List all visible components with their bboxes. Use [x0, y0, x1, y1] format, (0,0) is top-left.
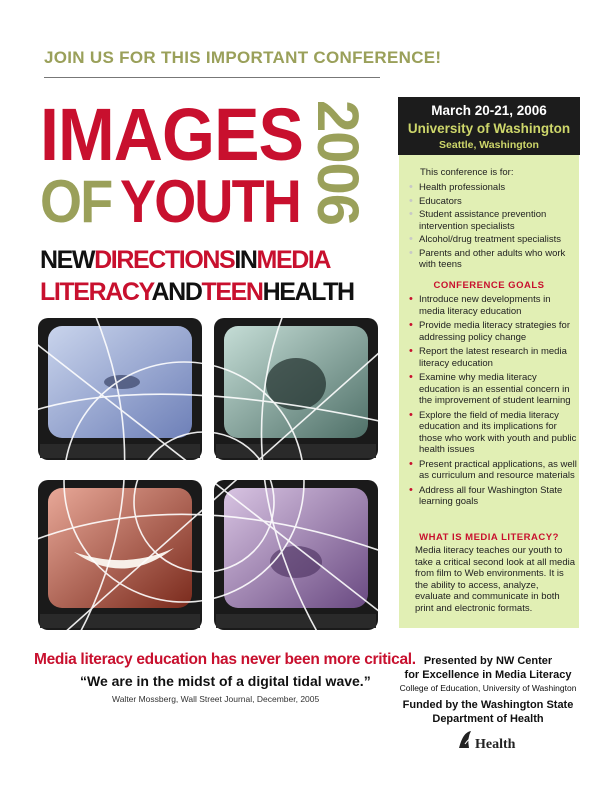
presented-by-line-2: for Excellence in Media Literacy: [404, 669, 572, 681]
quote-source: Walter Mossberg, Wall Street Journal, December, 2005: [112, 694, 320, 704]
title-youth: YOUTH: [120, 168, 300, 235]
subtitle-line-1: [40, 248, 330, 273]
subtitle-health: HEALTH: [262, 278, 354, 306]
list-item: • Examine why media literacy education is an essential concern in the improvement of student learning: [409, 372, 577, 407]
funded-by-line-2: Department of Health: [432, 713, 544, 725]
subtitle-teen: TEEN: [201, 278, 263, 306]
event-university: University of Washington: [407, 121, 571, 136]
list-item: • Introduce new developments in media literacy education: [409, 294, 577, 317]
event-city: Seattle, Washington: [439, 139, 539, 151]
divider-rule: [44, 77, 380, 78]
tv-collage-image: [34, 312, 380, 644]
goals-list: [409, 294, 577, 511]
media-literacy-text: Media literacy teaches our youth to take a critical second look at all media from film to Web environments. It is the ability to access, analyze, evaluate and communicate in both print and electronic formats.: [415, 545, 575, 614]
subtitle-line-2: [40, 280, 354, 305]
subtitle-literacy: LITERACY: [40, 278, 152, 306]
title-year: 2006: [305, 100, 370, 226]
subtitle-in: IN: [234, 246, 257, 274]
list-item: • Provide media literacy strategies for addressing policy change: [409, 320, 577, 343]
audience-list: [409, 182, 577, 273]
goals-heading: CONFERENCE GOALS: [433, 280, 545, 291]
event-date: March 20-21, 2006: [431, 103, 547, 118]
title-images: IMAGES: [40, 93, 304, 176]
subtitle-and: AND: [151, 278, 202, 306]
list-item: • Address all four Washington State learning goals: [409, 485, 577, 508]
subtitle-new: NEW: [40, 246, 95, 274]
list-item: • Report the latest research in media literacy education: [409, 346, 577, 369]
audience-label: This conference is for:: [420, 167, 514, 178]
list-item: • Educators: [409, 196, 577, 208]
list-item: • Present practical applications, as well as curriculum and resource materials: [409, 459, 577, 482]
quote: “We are in the midst of a digital tidal wave.”: [80, 673, 371, 689]
health-department-logo: [455, 728, 525, 752]
logo-text: Health: [475, 737, 516, 752]
title-of: OF: [40, 168, 112, 235]
list-item: • Student assistance prevention intervention specialists: [409, 209, 577, 232]
presented-by-line-1: Presented by NW Center: [423, 655, 553, 667]
tagline: JOIN US FOR THIS IMPORTANT CONFERENCE!: [44, 48, 442, 67]
list-item: • Health professionals: [409, 182, 577, 194]
tv-top-left: [38, 318, 202, 460]
presented-by-line-3: College of Education, University of Washington: [399, 683, 577, 693]
list-item: • Parents and other adults who work with teens: [409, 248, 577, 271]
media-literacy-heading: WHAT IS MEDIA LITERACY?: [419, 532, 559, 543]
funded-by-line-1: Funded by the Washington State: [402, 699, 574, 711]
critical-statement: Media literacy education has never been more critical.: [34, 651, 416, 668]
tv-bottom-left: [38, 480, 202, 630]
list-item: • Alcohol/drug treatment specialists: [409, 234, 577, 246]
list-item: • Explore the field of media literacy education and its implications for those who work with youth and public health issues: [409, 410, 577, 456]
subtitle-media: MEDIA: [256, 246, 331, 274]
subtitle-directions: DIRECTIONS: [94, 246, 235, 274]
